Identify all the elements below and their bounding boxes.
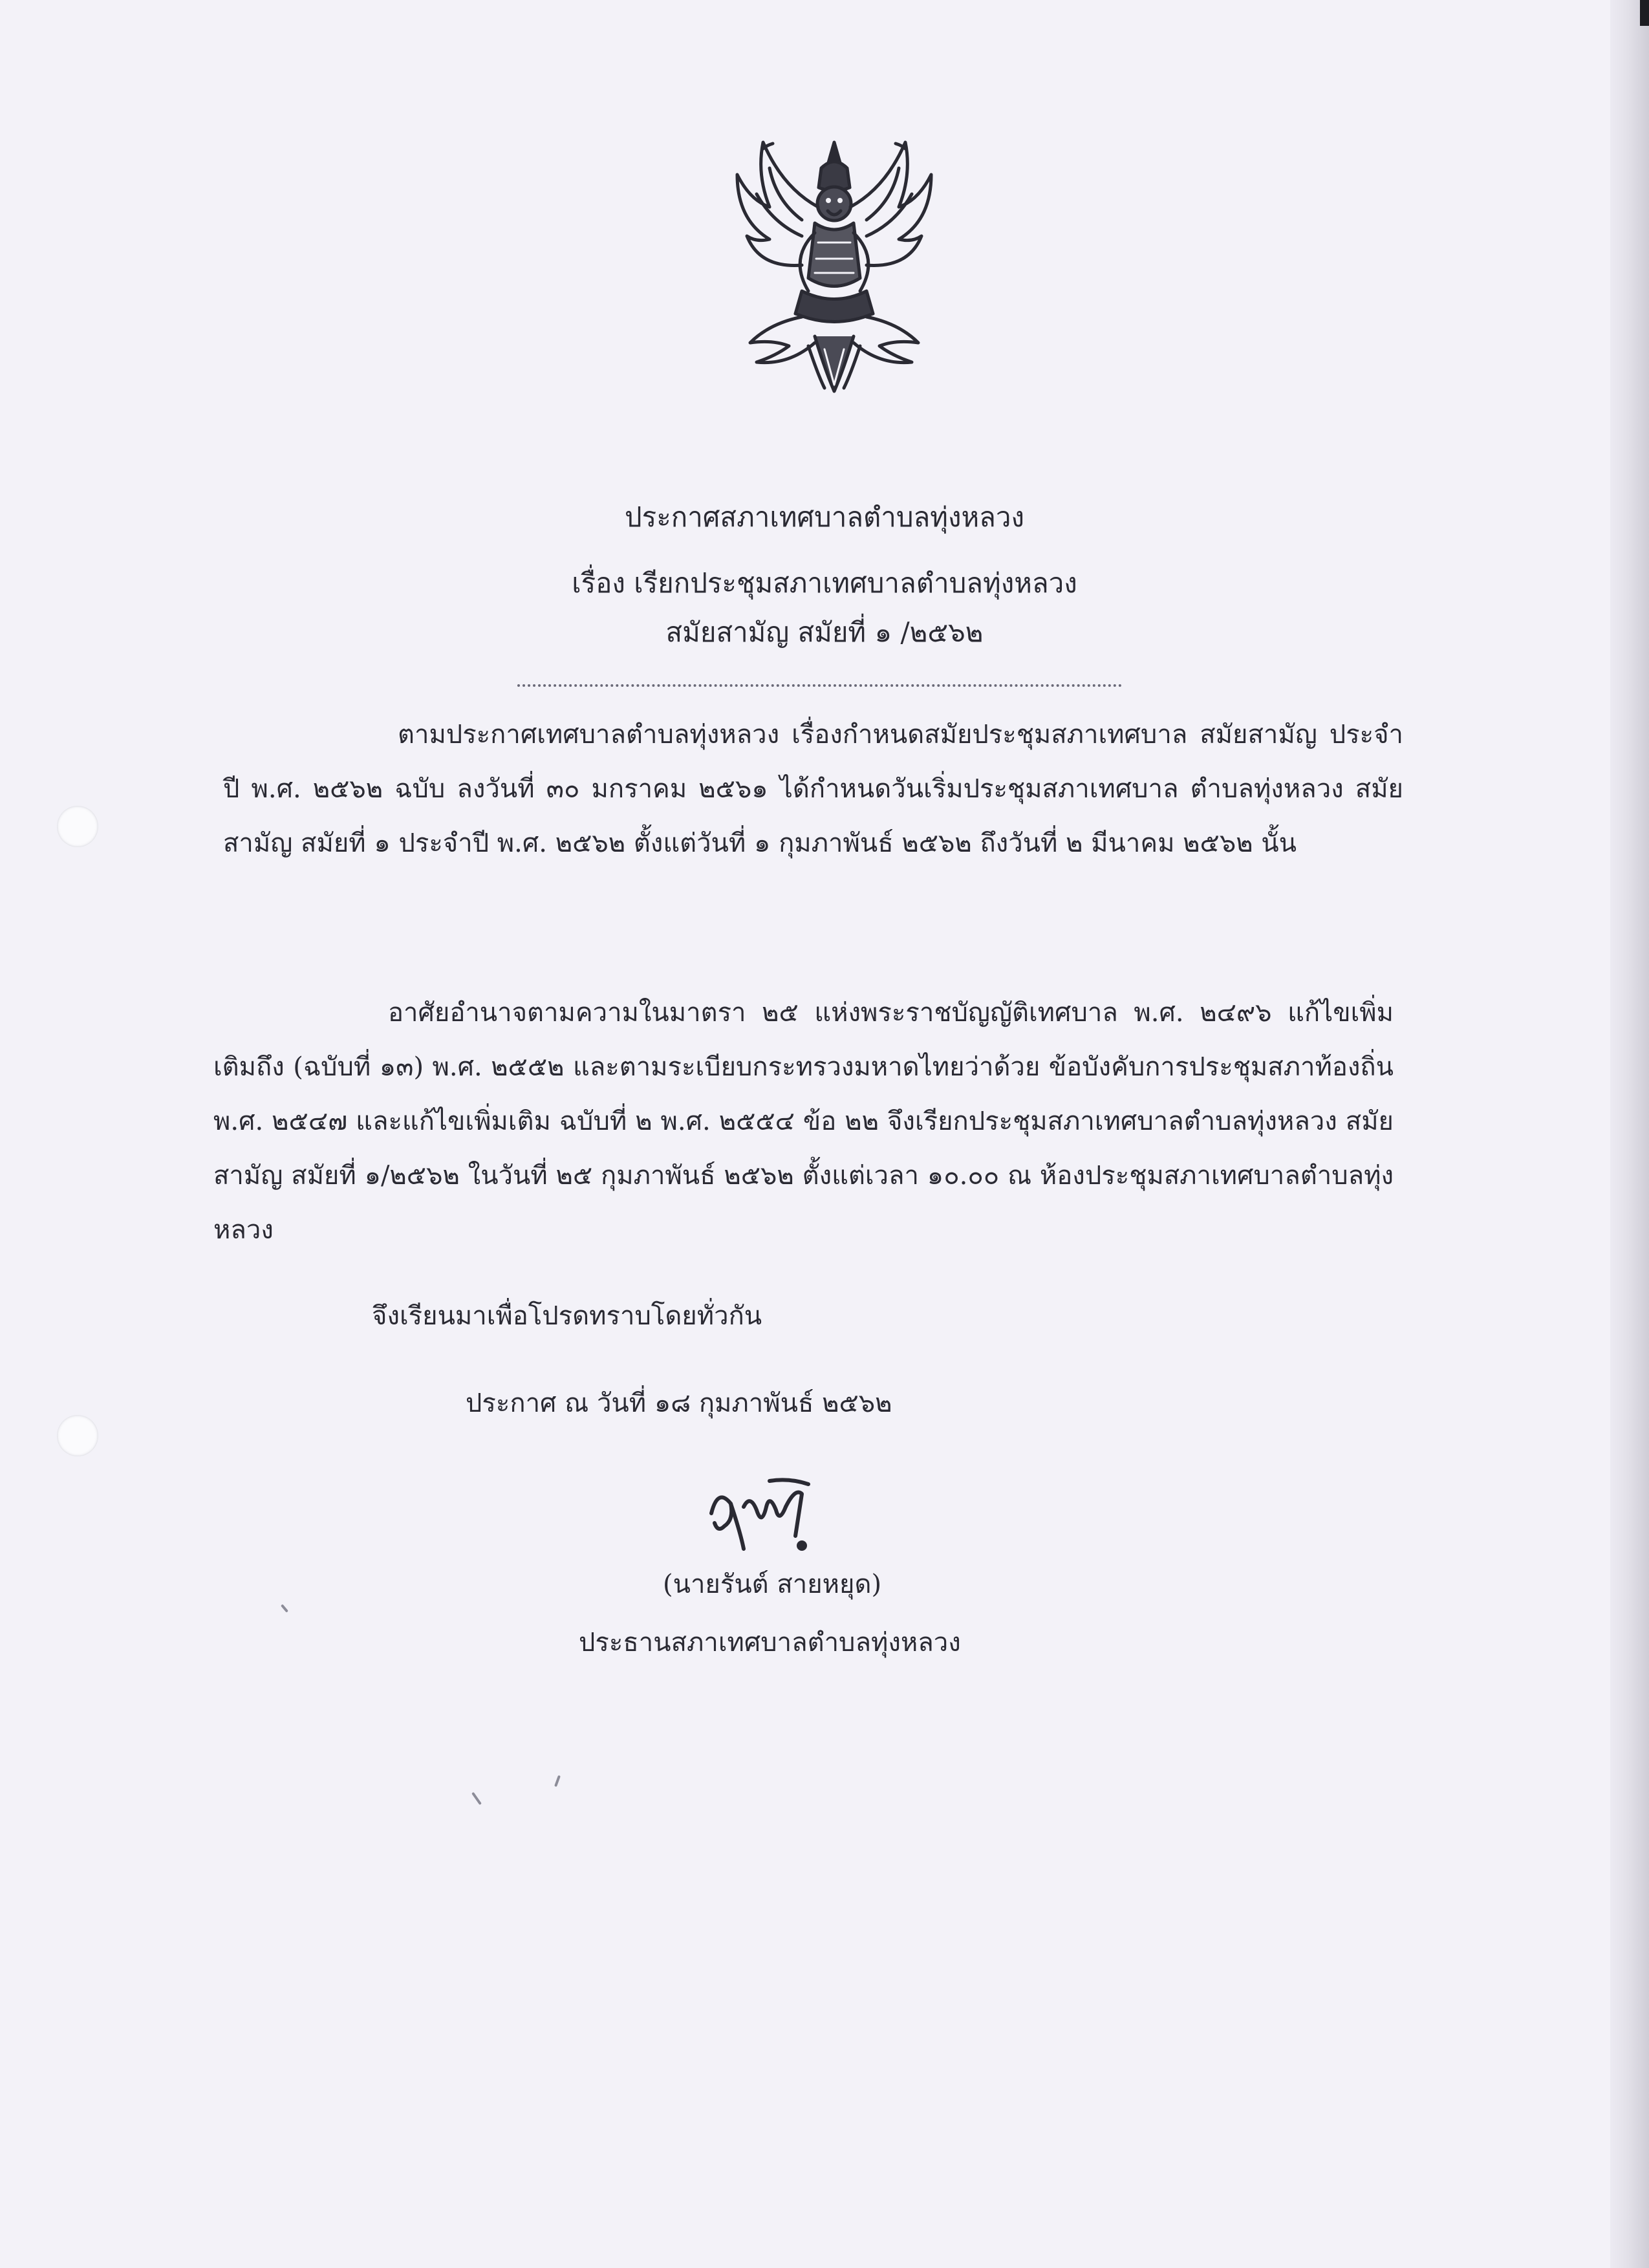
signer-position: ประธานสภาเทศบาลตำบลทุ่งหลวง <box>579 1628 961 1658</box>
document-title: ประกาศสภาเทศบาลตำบลทุ่งหลวง <box>624 501 1024 533</box>
scan-speck <box>554 1775 561 1787</box>
punch-hole-bottom <box>57 1415 98 1456</box>
paragraph-authority: อาศัยอำนาจตามความในมาตรา ๒๕ แห่งพระราชบัญญัติเทศบาล พ.ศ. ๒๔๙๖ แก้ไขเพิ่มเติมถึง (ฉบับที่ ๑๓) พ.ศ. ๒๕๕๒ และตามระเบียบกระทรวงมหาดไทยว่าด้วย ข้อบังคับการประชุมสภาท้องถิ่น พ.ศ. ๒๕๔๗ และแก้ไขเพิ่มเติม ฉบับที่ ๒ พ.ศ. ๒๕๕๔ ข้อ ๒๒ จึงเรียกประชุมสภาเทศบาลตำบลทุ่งหลวง สมัยสามัญ สมัยที่ ๑/๒๕๖๒ ในวันที่ ๒๕ กุมภาพันธ์ ๒๕๖๒ ตั้งแต่เวลา ๑๐.๐๐ ณ ห้องประชุมสภาเทศบาลตำบลทุ่งหลวง <box>213 998 1394 1245</box>
paragraph-schedule: ตามประกาศเทศบาลตำบลทุ่งหลวง เรื่องกำหนดสมัยประชุมสภาเทศบาล สมัยสามัญ ประจำปี พ.ศ. ๒๕๖๒ ฉบับ ลงวันที่ ๓๐ มกราคม ๒๕๖๑ ได้กำหนดวันเริ่มประชุมสภาเทศบาล ตำบลทุ่งหลวง สมัยสามัญ สมัยที่ ๑ ประจำปี พ.ศ. ๒๕๖๒ ตั้งแต่วันที่ ๑ กุมภาพันธ์ ๒๕๖๒ ถึงวันที่ ๒ มีนาคม ๒๕๖๒ นั้น <box>223 720 1403 858</box>
garuda-emblem-icon <box>711 129 957 401</box>
title-divider <box>517 684 1122 687</box>
session-label: สมัยสามัญ สมัยที่ ๑ /๒๕๖๒ <box>665 616 984 648</box>
scan-corner-shadow <box>1640 0 1649 26</box>
signer-name: (นายรันต์ สายหยุด) <box>663 1570 882 1599</box>
scan-speck <box>471 1792 482 1805</box>
document-subject: เรื่อง เรียกประชุมสภาเทศบาลตำบลทุ่งหลวง <box>572 567 1077 599</box>
closing-text: จึงเรียนมาเพื่อโปรดทราบโดยทั่วกัน <box>372 1301 762 1331</box>
punch-hole-top <box>57 806 98 847</box>
scan-speck <box>281 1604 288 1612</box>
scan-edge <box>1610 0 1649 2268</box>
announcement-date: ประกาศ ณ วันที่ ๑๘ กุมภาพันธ์ ๒๕๖๒ <box>466 1388 892 1418</box>
handwritten-signature-icon <box>705 1474 815 1559</box>
